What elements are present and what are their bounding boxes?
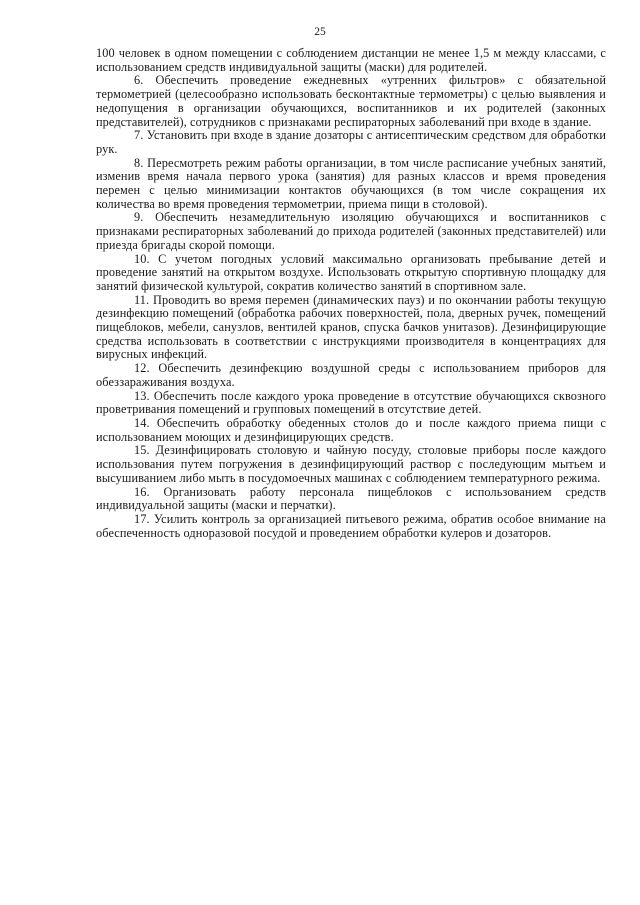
paragraph-item-16: 16. Организовать работу персонала пищеблоков с использованием средств индивидуальной защиты (маски и перчатки). [96,484,606,513]
document-body [96,47,606,540]
paragraph-item-6: 6. Обеспечить проведение ежедневных «утренних фильтров» с обязательной термометрией (целесообразно использовать бесконтактные термометры) с целью выявления и недопущения в организации обучающихся, воспитанников и их родителей (законных представителей), сотрудников с признаками респираторных заболеваний при входе в здание. [96,73,606,129]
paragraph-item-11: 11. Проводить во время перемен (динамических пауз) и по окончании работы текущую дезинфекцию помещений (обработка рабочих поверхностей, пола, дверных ручек, помещений пищеблоков, мебели, санузлов, вентилей кранов, спуска бачков унитазов). Дезинфицирующие средства использовать в соответствии с инструкциями производителя в концентрациях для вирусных инфекций. [96,292,606,362]
page-number: 25 [314,26,326,38]
paragraph-item-14: 14. Обеспечить обработку обеденных столов до и после каждого приема пищи с использованием моющих и дезинфицирующих средств. [96,415,606,444]
paragraph-item-17: 17. Усилить контроль за организацией питьевого режима, обратив особое внимание на обеспеченность одноразовой посудой и проведением обработки кулеров и дозаторов. [96,511,606,540]
paragraph-item-12: 12. Обеспечить дезинфекцию воздушной среды с использованием приборов для обеззараживания воздуха. [96,361,606,389]
paragraph-item-15: 15. Дезинфицировать столовую и чайную посуду, столовые приборы после каждого использования путем погружения в дезинфицирующий раствор с последующим мытьем и высушиванием либо мыть в посудомоечных машинах с соблюдением температурного режима. [96,443,606,485]
paragraph-item-7: 7. Установить при входе в здание дозаторы с антисептическим средством для обработки рук. [96,128,606,156]
paragraph-item-9: 9. Обеспечить незамедлительную изоляцию обучающихся и воспитанников с признаками респираторных заболеваний до прихода родителей (законных представителей) или приезда бригады скорой помощи. [96,210,606,252]
paragraph-item-8: 8. Пересмотреть режим работы организации, в том числе расписание учебных занятий, изменив время начала первого урока (занятия) для разных классов и время проведения перемен с целью минимизации контактов обучающихся (в том числе сокращения их количества во время проведения термометрии, приема пищи в столовой). [96,155,606,211]
paragraph-item-10: 10. С учетом погодных условий максимально организовать пребывание детей и проведение занятий на открытом воздухе. Использовать открытую спортивную площадку для занятий физической культурой, сократив количество занятий в спортивном зале. [96,251,606,293]
paragraph-item-13: 13. Обеспечить после каждого урока проведение в отсутствие обучающихся сквозного проветривания помещений и групповых помещений в отсутствие детей. [96,388,606,417]
paragraph-continuation: 100 человек в одном помещении с соблюдением дистанции не менее 1,5 м между классами, с использованием средств индивидуальной защиты (маски) для родителей. [96,46,606,74]
